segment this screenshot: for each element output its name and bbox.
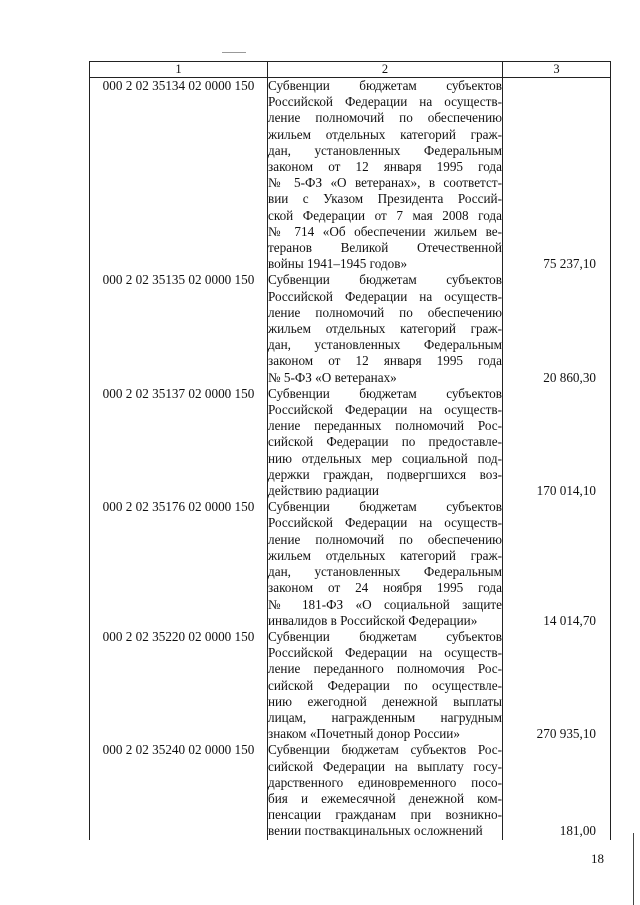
table-row — [90, 272, 611, 385]
amount-cell — [503, 78, 611, 273]
description-line: нию отдельных мер социальной под- — [268, 450, 502, 466]
description-line: законом от 24 ноября 1995 года — [268, 580, 502, 596]
description-cell — [268, 742, 503, 839]
table-row — [90, 499, 611, 629]
description-line: вении поствакцинальных осложнений — [268, 823, 483, 839]
column-header-code: 1 — [90, 62, 268, 78]
budget-code-cell: 000 2 02 35137 02 0000 150 — [90, 386, 268, 499]
description-line: Российской Федерации на осуществ- — [268, 94, 502, 110]
description-line: войны 1941–1945 годов» — [268, 256, 408, 272]
description-line: сийской Федерации на выплату госу- — [268, 758, 502, 774]
description-cell — [268, 499, 503, 629]
description-cell — [268, 629, 503, 742]
description-line: ление полномочий по обеспечению — [268, 110, 502, 126]
description-line: дарственного единовременного посо- — [268, 774, 502, 790]
budget-table — [89, 61, 611, 840]
description-line: держки граждан, подвергшихся воз- — [268, 466, 502, 482]
description-line: Субвенции бюджетам субъектов Рос- — [268, 742, 502, 758]
description-line: знаком «Почетный донор России» — [268, 726, 460, 742]
description-line: жильем отдельных категорий граж- — [268, 321, 502, 337]
budget-code-cell: 000 2 02 35176 02 0000 150 — [90, 499, 268, 629]
description-line: законом от 12 января 1995 года — [268, 159, 502, 175]
description-line: теранов Великой Отечественной — [268, 240, 502, 256]
description-line: Российской Федерации на осуществ- — [268, 645, 502, 661]
description-line: нию ежегодной денежной выплаты — [268, 693, 502, 709]
amount-value: 20 860,30 — [543, 369, 596, 385]
description-cell — [268, 78, 503, 273]
table-row — [90, 742, 611, 839]
description-line: № 5-ФЗ «О ветеранах», в соответст- — [268, 175, 502, 191]
description-line: ление полномочий по обеспечению — [268, 531, 502, 547]
description-line: бия и ежемесячной денежной ком- — [268, 790, 502, 806]
description-line: Субвенции бюджетам субъектов — [268, 272, 502, 288]
description-cell — [268, 272, 503, 385]
amount-cell — [503, 386, 611, 499]
amount-cell — [503, 272, 611, 385]
description-line: № 5-ФЗ «О ветеранах» — [268, 369, 397, 385]
column-header-amount: 3 — [503, 62, 611, 78]
amount-value: 170 014,10 — [536, 483, 596, 499]
description-line: ление полномочий по обеспечению — [268, 304, 502, 320]
description-line: дан, установленных Федеральным — [268, 142, 502, 158]
description-line: ской Федерации от 7 мая 2008 года — [268, 207, 502, 223]
table-row — [90, 386, 611, 499]
description-line: пенсации гражданам при возникно- — [268, 807, 502, 823]
budget-code-cell: 000 2 02 35220 02 0000 150 — [90, 629, 268, 742]
description-line: Субвенции бюджетам субъектов — [268, 628, 502, 644]
description-line: сийской Федерации по осуществле- — [268, 677, 502, 693]
description-line: Субвенции бюджетам субъектов — [268, 78, 502, 93]
description-line: жильем отдельных категорий граж- — [268, 547, 502, 563]
description-line: жильем отдельных категорий граж- — [268, 126, 502, 142]
amount-cell — [503, 629, 611, 742]
budget-code-cell: 000 2 02 35134 02 0000 150 — [90, 78, 268, 273]
column-header-name: 2 — [268, 62, 503, 78]
table-header-row — [90, 62, 611, 78]
description-cell — [268, 386, 503, 499]
description-line: инвалидов в Российской Федерации» — [268, 612, 478, 628]
amount-value: 75 237,10 — [543, 256, 596, 272]
margin-mark — [633, 833, 634, 905]
amount-value: 270 935,10 — [536, 726, 596, 742]
description-line: действию радиации — [268, 483, 379, 499]
budget-code-cell: 000 2 02 35135 02 0000 150 — [90, 272, 268, 385]
amount-cell — [503, 742, 611, 839]
budget-code-cell: 000 2 02 35240 02 0000 150 — [90, 742, 268, 839]
description-line: Субвенции бюджетам субъектов — [268, 385, 502, 401]
description-line: № 714 «Об обеспечении жильем ве- — [268, 223, 502, 239]
page-number: 18 — [591, 851, 604, 866]
description-line: Российской Федерации на осуществ- — [268, 515, 502, 531]
description-line: ление переданных полномочий Рос- — [268, 418, 502, 434]
description-line: сийской Федерации по предоставле- — [268, 434, 502, 450]
amount-cell — [503, 499, 611, 629]
description-line: № 181-ФЗ «О социальной защите — [268, 596, 502, 612]
description-line: Субвенции бюджетам субъектов — [268, 499, 502, 515]
description-line: законом от 12 января 1995 года — [268, 353, 502, 369]
table-row — [90, 629, 611, 742]
description-line: дан, установленных Федеральным — [268, 337, 502, 353]
document-sheet — [89, 61, 610, 840]
description-line: ление переданного полномочия Рос- — [268, 661, 502, 677]
description-line: лицам, награжденным нагрудным — [268, 709, 502, 725]
amount-value: 181,00 — [559, 823, 596, 839]
description-line: дан, установленных Федеральным — [268, 564, 502, 580]
amount-value: 14 014,70 — [543, 612, 596, 628]
description-line: вии с Указом Президента Россий- — [268, 191, 502, 207]
description-line: Российской Федерации на осуществ- — [268, 402, 502, 418]
table-body — [90, 78, 611, 840]
description-line: Российской Федерации на осуществ- — [268, 288, 502, 304]
table-row — [90, 78, 611, 273]
header-rule — [222, 52, 246, 53]
